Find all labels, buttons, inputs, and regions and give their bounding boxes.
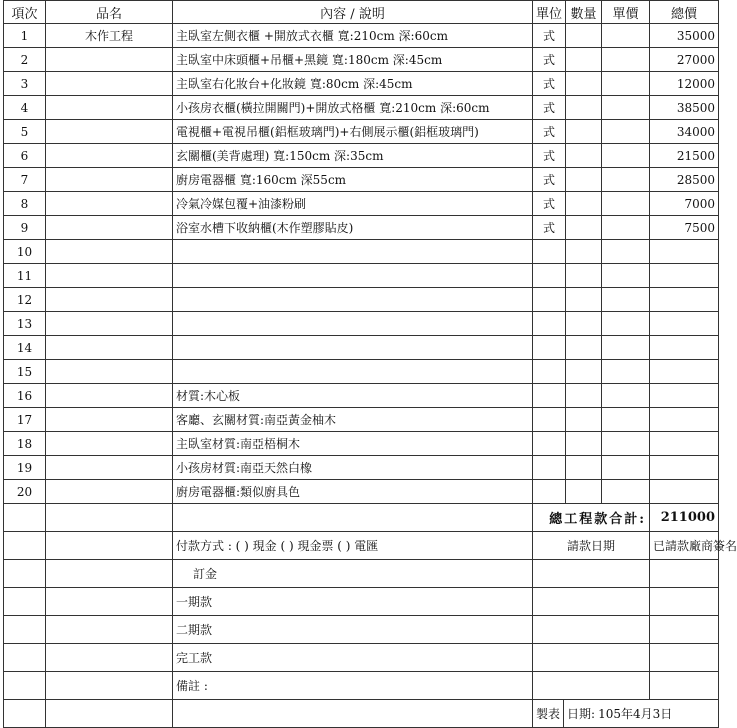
item-total bbox=[650, 240, 719, 264]
item-category bbox=[46, 336, 173, 360]
payment-row bbox=[4, 532, 719, 560]
item-category bbox=[46, 264, 173, 288]
item-no: 12 bbox=[4, 288, 46, 312]
item-unit bbox=[533, 264, 566, 288]
item-price bbox=[602, 120, 650, 144]
table-row bbox=[4, 192, 719, 216]
made-by-label: 製表 bbox=[533, 700, 564, 727]
item-desc: 小孩房材質:南亞天然白橡 bbox=[173, 456, 533, 480]
item-total bbox=[650, 408, 719, 432]
item-price bbox=[602, 384, 650, 408]
request-date-label: 請款日期 bbox=[533, 532, 650, 560]
item-desc bbox=[173, 264, 533, 288]
item-unit: 式 bbox=[533, 120, 566, 144]
item-category bbox=[46, 120, 173, 144]
item-price bbox=[602, 48, 650, 72]
item-unit bbox=[533, 336, 566, 360]
item-no: 6 bbox=[4, 144, 46, 168]
item-qty bbox=[566, 216, 602, 240]
item-desc: 主臥室中床頭櫃+吊櫃+黑鏡 寬:180cm 深:45cm bbox=[173, 48, 533, 72]
footer-row bbox=[4, 700, 719, 728]
item-total bbox=[650, 312, 719, 336]
item-total: 34000 bbox=[650, 120, 719, 144]
table-row bbox=[4, 336, 719, 360]
item-category bbox=[46, 216, 173, 240]
table-row bbox=[4, 384, 719, 408]
item-price bbox=[602, 144, 650, 168]
item-category bbox=[46, 144, 173, 168]
table-row bbox=[4, 168, 719, 192]
item-price bbox=[602, 336, 650, 360]
item-total: 38500 bbox=[650, 96, 719, 120]
item-no: 9 bbox=[4, 216, 46, 240]
item-price bbox=[602, 432, 650, 456]
item-category bbox=[46, 168, 173, 192]
item-unit: 式 bbox=[533, 192, 566, 216]
stage-row bbox=[4, 644, 719, 672]
item-price bbox=[602, 192, 650, 216]
total-value: 211000 bbox=[650, 504, 719, 532]
item-total bbox=[650, 384, 719, 408]
item-unit bbox=[533, 408, 566, 432]
item-desc: 主臥室右化妝台+化妝鏡 寬:80cm 深:45cm bbox=[173, 72, 533, 96]
item-unit bbox=[533, 480, 566, 504]
item-no: 3 bbox=[4, 72, 46, 96]
header-name: 品名 bbox=[46, 1, 173, 24]
item-unit: 式 bbox=[533, 24, 566, 48]
item-qty bbox=[566, 96, 602, 120]
item-category bbox=[46, 312, 173, 336]
item-no: 19 bbox=[4, 456, 46, 480]
item-qty bbox=[566, 72, 602, 96]
item-desc bbox=[173, 240, 533, 264]
item-qty bbox=[566, 456, 602, 480]
item-price bbox=[602, 168, 650, 192]
signature-label: 已請款廠商簽名 bbox=[650, 532, 719, 560]
item-qty bbox=[566, 24, 602, 48]
item-unit: 式 bbox=[533, 216, 566, 240]
item-no: 1 bbox=[4, 24, 46, 48]
item-qty bbox=[566, 408, 602, 432]
item-desc: 材質:木心板 bbox=[173, 384, 533, 408]
date-label: 日期: bbox=[567, 707, 596, 721]
item-unit bbox=[533, 312, 566, 336]
item-price bbox=[602, 96, 650, 120]
item-qty bbox=[566, 240, 602, 264]
item-total: 28500 bbox=[650, 168, 719, 192]
remarks-row bbox=[4, 672, 719, 700]
item-price bbox=[602, 480, 650, 504]
item-total bbox=[650, 288, 719, 312]
header-no: 項次 bbox=[4, 1, 46, 24]
item-total bbox=[650, 480, 719, 504]
table-row bbox=[4, 408, 719, 432]
item-unit bbox=[533, 360, 566, 384]
item-unit: 式 bbox=[533, 144, 566, 168]
item-category bbox=[46, 288, 173, 312]
item-desc: 小孩房衣櫃(橫拉開關門)+開放式格櫃 寬:210cm 深:60cm bbox=[173, 96, 533, 120]
item-desc: 廚房電器櫃:類似廚具色 bbox=[173, 480, 533, 504]
item-desc: 主臥室左側衣櫃 +開放式衣櫃 寬:210cm 深:60cm bbox=[173, 24, 533, 48]
header-row bbox=[4, 1, 719, 24]
item-unit bbox=[533, 456, 566, 480]
item-no: 14 bbox=[4, 336, 46, 360]
item-desc: 主臥室材質:南亞梧桐木 bbox=[173, 432, 533, 456]
item-price bbox=[602, 240, 650, 264]
stage-row bbox=[4, 560, 719, 588]
table-row bbox=[4, 120, 719, 144]
item-total: 7000 bbox=[650, 192, 719, 216]
table-row bbox=[4, 48, 719, 72]
item-qty bbox=[566, 360, 602, 384]
item-price bbox=[602, 456, 650, 480]
table-row bbox=[4, 24, 719, 48]
stage-deposit: 訂金 bbox=[173, 560, 533, 588]
table-row bbox=[4, 216, 719, 240]
item-total: 35000 bbox=[650, 24, 719, 48]
item-qty bbox=[566, 120, 602, 144]
item-price bbox=[602, 216, 650, 240]
item-no: 7 bbox=[4, 168, 46, 192]
item-qty bbox=[566, 336, 602, 360]
table-row bbox=[4, 312, 719, 336]
item-qty bbox=[566, 312, 602, 336]
header-unit: 單位 bbox=[533, 1, 566, 24]
table-row bbox=[4, 240, 719, 264]
quotation-table bbox=[3, 0, 737, 728]
total-label: 總工程款合計: bbox=[533, 504, 650, 532]
item-qty bbox=[566, 288, 602, 312]
total-row bbox=[4, 504, 719, 532]
item-total: 21500 bbox=[650, 144, 719, 168]
item-price bbox=[602, 360, 650, 384]
item-total bbox=[650, 432, 719, 456]
remarks-label: 備註 : bbox=[173, 672, 533, 700]
item-no: 10 bbox=[4, 240, 46, 264]
stage-first: 一期款 bbox=[173, 588, 533, 616]
item-desc bbox=[173, 288, 533, 312]
item-qty bbox=[566, 144, 602, 168]
item-total: 7500 bbox=[650, 216, 719, 240]
item-total: 12000 bbox=[650, 72, 719, 96]
item-qty bbox=[566, 48, 602, 72]
item-category bbox=[46, 480, 173, 504]
items-body bbox=[4, 24, 737, 728]
table-row bbox=[4, 288, 719, 312]
item-price bbox=[602, 288, 650, 312]
stage-completion: 完工款 bbox=[173, 644, 533, 672]
item-no: 17 bbox=[4, 408, 46, 432]
item-unit: 式 bbox=[533, 72, 566, 96]
item-no: 13 bbox=[4, 312, 46, 336]
item-total bbox=[650, 264, 719, 288]
item-category bbox=[46, 456, 173, 480]
table-row bbox=[4, 360, 719, 384]
item-category bbox=[46, 360, 173, 384]
item-desc bbox=[173, 312, 533, 336]
item-desc: 電視櫃+電視吊櫃(鋁框玻璃門)+右側展示櫃(鋁框玻璃門) bbox=[173, 120, 533, 144]
item-qty bbox=[566, 264, 602, 288]
item-total bbox=[650, 336, 719, 360]
date-value: 105年4月3日 bbox=[598, 707, 673, 721]
stage-row bbox=[4, 616, 719, 644]
item-no: 11 bbox=[4, 264, 46, 288]
item-no: 18 bbox=[4, 432, 46, 456]
item-no: 4 bbox=[4, 96, 46, 120]
item-no: 20 bbox=[4, 480, 46, 504]
table-row bbox=[4, 144, 719, 168]
table-row bbox=[4, 456, 719, 480]
item-category bbox=[46, 432, 173, 456]
payment-method: 付款方式 : ( ) 現金 ( ) 現金票 ( ) 電匯 bbox=[173, 532, 533, 560]
item-price bbox=[602, 264, 650, 288]
item-desc: 玄關櫃(美背處理) 寬:150cm 深:35cm bbox=[173, 144, 533, 168]
item-unit bbox=[533, 384, 566, 408]
item-unit: 式 bbox=[533, 168, 566, 192]
item-qty bbox=[566, 168, 602, 192]
item-desc: 冷氣冷媒包覆+油漆粉刷 bbox=[173, 192, 533, 216]
item-desc: 客廳、玄關材質:南亞黃金柚木 bbox=[173, 408, 533, 432]
item-unit: 式 bbox=[533, 48, 566, 72]
item-unit: 式 bbox=[533, 96, 566, 120]
item-desc: 廚房電器櫃 寬:160cm 深55cm bbox=[173, 168, 533, 192]
header-price: 單價 bbox=[602, 1, 650, 24]
item-total: 27000 bbox=[650, 48, 719, 72]
item-no: 2 bbox=[4, 48, 46, 72]
item-qty bbox=[566, 192, 602, 216]
item-no: 16 bbox=[4, 384, 46, 408]
item-desc bbox=[173, 360, 533, 384]
item-desc: 浴室水槽下收納櫃(木作塑膠貼皮) bbox=[173, 216, 533, 240]
header-qty: 數量 bbox=[566, 1, 602, 24]
table-row bbox=[4, 480, 719, 504]
table-row bbox=[4, 432, 719, 456]
footer-cell bbox=[533, 700, 719, 728]
item-price bbox=[602, 408, 650, 432]
table-row bbox=[4, 96, 719, 120]
item-unit bbox=[533, 432, 566, 456]
item-category: 木作工程 bbox=[46, 24, 173, 48]
item-category bbox=[46, 384, 173, 408]
item-no: 8 bbox=[4, 192, 46, 216]
item-total bbox=[650, 360, 719, 384]
item-price bbox=[602, 312, 650, 336]
header-total: 總價 bbox=[650, 1, 719, 24]
item-category bbox=[46, 48, 173, 72]
item-category bbox=[46, 72, 173, 96]
stage-row bbox=[4, 588, 719, 616]
item-category bbox=[46, 192, 173, 216]
item-unit bbox=[533, 240, 566, 264]
item-qty bbox=[566, 432, 602, 456]
item-no: 5 bbox=[4, 120, 46, 144]
item-no: 15 bbox=[4, 360, 46, 384]
item-qty bbox=[566, 384, 602, 408]
item-category bbox=[46, 96, 173, 120]
item-qty bbox=[566, 480, 602, 504]
item-category bbox=[46, 240, 173, 264]
stage-second: 二期款 bbox=[173, 616, 533, 644]
item-price bbox=[602, 24, 650, 48]
item-unit bbox=[533, 288, 566, 312]
table-row bbox=[4, 72, 719, 96]
header-desc: 內容 / 說明 bbox=[173, 1, 533, 24]
item-price bbox=[602, 72, 650, 96]
table-row bbox=[4, 264, 719, 288]
item-category bbox=[46, 408, 173, 432]
item-desc bbox=[173, 336, 533, 360]
item-total bbox=[650, 456, 719, 480]
